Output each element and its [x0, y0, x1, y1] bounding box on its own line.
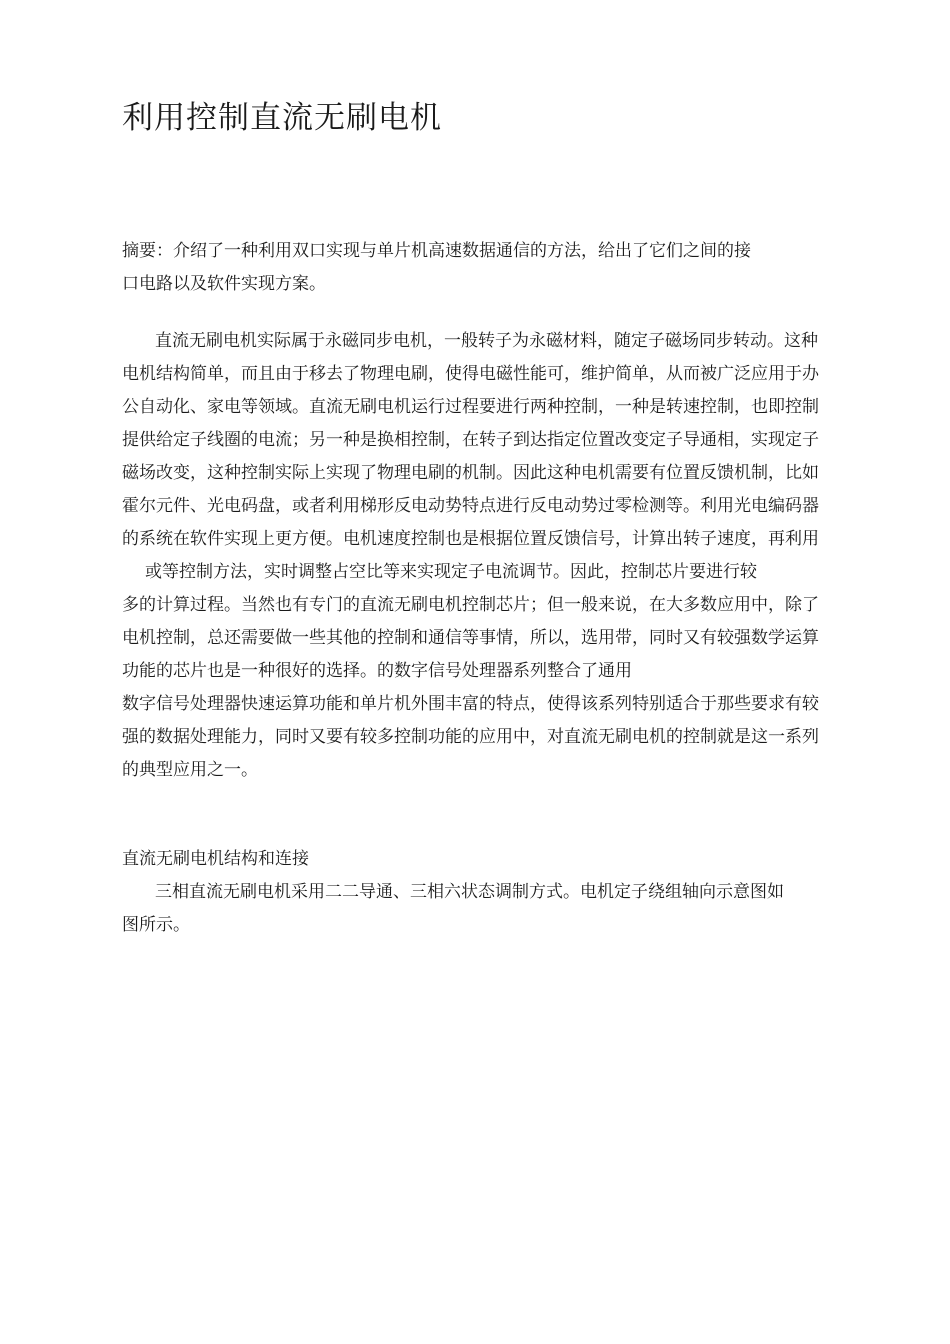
body-line-2: 电机结构简单，而且由于移去了物理电刷，使得电磁性能可，维护简单，从而被广泛应用于办	[122, 364, 819, 384]
body-line-4: 提供给定子线圈的电流；另一种是换相控制，在转子到达指定位置改变定子导通相，实现定子	[122, 430, 819, 450]
section-text-line-1: 三相直流无刷电机采用二二导通、三相六状态调制方式。电机定子绕组轴向示意图如	[155, 882, 784, 902]
body-line-11: 功能的芯片也是一种很好的选择。的数字信号处理器系列整合了通用	[122, 661, 632, 681]
document-title: 利用控制直流无刷电机	[122, 100, 442, 136]
body-line-14: 的典型应用之一。	[122, 760, 258, 780]
abstract-line-1: 摘要：介绍了一种利用双口实现与单片机高速数据通信的方法，给出了它们之间的接	[122, 241, 751, 261]
body-line-3: 公自动化、家电等领域。直流无刷电机运行过程要进行两种控制，一种是转速控制，也即控制	[122, 397, 819, 417]
section-text-line-2: 图所示。	[122, 915, 190, 935]
body-line-7: 的系统在软件实现上更方便。电机速度控制也是根据位置反馈信号，计算出转子速度，再利用	[122, 529, 819, 549]
body-line-10: 电机控制，总还需要做一些其他的控制和通信等事情，所以，选用带，同时又有较强数学运算	[122, 628, 819, 648]
body-line-5: 磁场改变，这种控制实际上实现了物理电刷的机制。因此这种电机需要有位置反馈机制，比如	[122, 463, 819, 483]
body-line-1: 直流无刷电机实际属于永磁同步电机，一般转子为永磁材料，随定子磁场同步转动。这种	[155, 331, 818, 351]
body-line-6: 霍尔元件、光电码盘，或者利用梯形反电动势特点进行反电动势过零检测等。利用光电编码器	[122, 496, 819, 516]
body-line-13: 强的数据处理能力，同时又要有较多控制功能的应用中，对直流无刷电机的控制就是这一系列	[122, 727, 819, 747]
body-line-8: 或等控制方法，实时调整占空比等来实现定子电流调节。因此，控制芯片要进行较	[145, 562, 757, 582]
section-heading: 直流无刷电机结构和连接	[122, 849, 309, 869]
abstract-line-2: 口电路以及软件实现方案。	[122, 274, 326, 294]
body-line-12: 数字信号处理器快速运算功能和单片机外围丰富的特点，使得该系列特别适合于那些要求有较	[122, 694, 819, 714]
body-line-9: 多的计算过程。当然也有专门的直流无刷电机控制芯片；但一般来说，在大多数应用中，除了	[122, 595, 819, 615]
